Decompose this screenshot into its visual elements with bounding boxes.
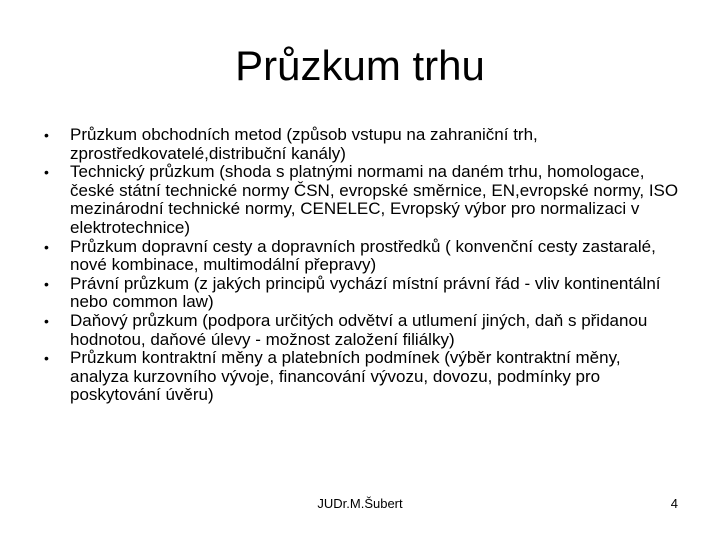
slide-title: Průzkum trhu <box>235 42 485 89</box>
bullet-text: Právní průzkum (z jakých principů vychází místní právní řád - vliv kontinentální nebo common law) <box>70 273 661 312</box>
bullet-text: Technický průzkum (shoda s platnými normami na daném trhu, homologace, české státní technické normy ČSN, evropské směrnice, EN,evropské normy, ISO mezinárodní technické normy, CENELEC, Evropský výbor pro normalizaci v elektrotechnice) <box>70 162 679 237</box>
footer-author: JUDr.M.Šubert <box>317 496 403 511</box>
bullet-item-2 <box>44 163 680 237</box>
bullet-item-5 <box>44 312 680 349</box>
bullet-list <box>44 126 680 405</box>
bullet-icon: • <box>44 350 49 367</box>
bullet-icon: • <box>44 275 49 292</box>
bullet-icon: • <box>44 164 49 181</box>
bullet-text: Průzkum obchodních metod (způsob vstupu na zahraniční trh, zprostředkovatelé,distribuční kanály) <box>70 125 538 163</box>
bullet-item-1 <box>44 126 680 163</box>
bullet-text: Průzkum dopravní cesty a dopravních prostředků ( konvenční cesty zastaralé, nové kombinace, multimodální přepravy) <box>70 236 656 275</box>
bullet-text: Průzkum kontraktní měny a platebních podmínek (výběr kontraktní měny, analyza kurzovního vývoje, financování vývozu, dovozu, podmínky pro poskytování úvěru) <box>70 348 621 405</box>
page-number: 4 <box>670 496 678 511</box>
bullet-icon: • <box>44 238 49 255</box>
bullet-item-3 <box>44 238 680 275</box>
bullet-item-4 <box>44 275 680 312</box>
bullet-item-6 <box>44 349 680 405</box>
bullet-text: Daňový průzkum (podpora určitých odvětví a utlumení jiných, daň s přidanou hodnotou, daňové úlevy - možnost založení filiálky) <box>70 310 648 349</box>
bullet-icon: • <box>44 312 49 329</box>
bullet-icon: • <box>44 127 49 143</box>
